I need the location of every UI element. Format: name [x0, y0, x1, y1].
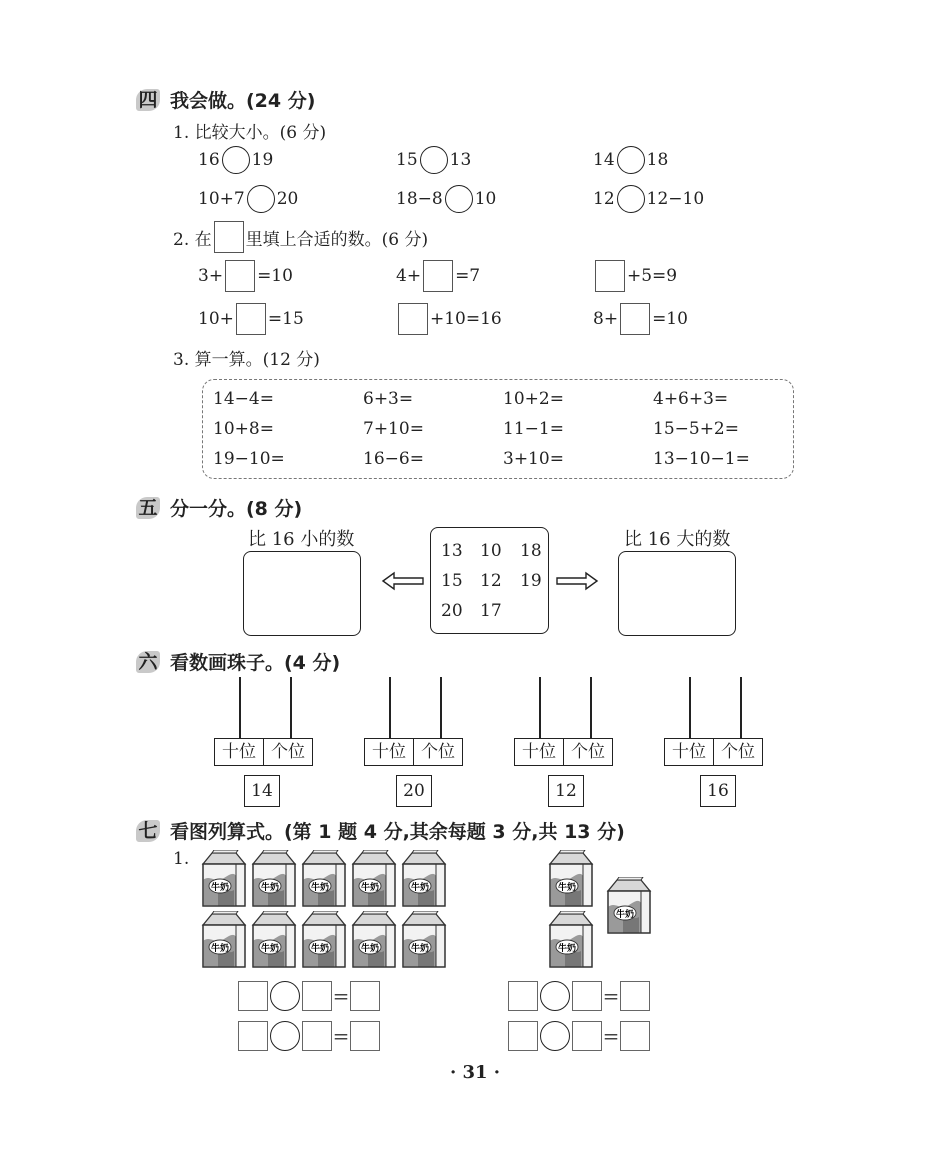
calc-expression: 4+6+3= [653, 389, 729, 409]
answer-box[interactable] [595, 260, 625, 292]
milk-carton-icon [248, 911, 300, 969]
answer-box[interactable] [350, 981, 380, 1011]
pool-number[interactable]: 19 [520, 571, 542, 591]
abacus-rod[interactable] [740, 677, 742, 739]
calc-expression: 15−5+2= [653, 419, 739, 439]
calc-expression: 13−10−1= [653, 449, 750, 469]
pool-number[interactable]: 12 [480, 571, 502, 591]
answer-box[interactable] [302, 981, 332, 1011]
milk-carton-icon [248, 850, 300, 908]
compare-circle[interactable] [617, 146, 645, 174]
milk-carton-icon [198, 850, 250, 908]
svg-text:牛奶: 牛奶 [557, 883, 577, 893]
answer-box[interactable] [236, 303, 266, 335]
milk-carton-icon [298, 850, 350, 908]
compare-item: 18−8 10 [396, 182, 496, 216]
svg-text:牛奶: 牛奶 [360, 883, 380, 893]
calc-expression: 10+2= [503, 389, 564, 409]
compare-circle[interactable] [420, 146, 448, 174]
abacus-rod[interactable] [389, 677, 391, 739]
svg-text:牛奶: 牛奶 [360, 944, 380, 954]
greater-than-box[interactable] [618, 551, 736, 636]
operator-circle[interactable] [540, 1021, 570, 1051]
equation-row: = [238, 981, 380, 1011]
operator-circle[interactable] [270, 981, 300, 1011]
greater-than-label: 比 16 大的数 [624, 529, 731, 550]
less-than-label: 比 16 小的数 [248, 529, 355, 550]
fill-item: 8+ =10 [593, 302, 688, 336]
answer-box[interactable] [238, 1021, 268, 1051]
equation-row: = [238, 1021, 380, 1051]
answer-box[interactable] [572, 981, 602, 1011]
arrow-left-icon [381, 570, 425, 592]
fill-item: 4+ =7 [396, 259, 480, 293]
calc-expression: 19−10= [213, 449, 285, 469]
answer-box[interactable] [620, 1021, 650, 1051]
answer-box[interactable] [620, 303, 650, 335]
abacus-rod[interactable] [590, 677, 592, 739]
compare-item: 12 12−10 [593, 182, 704, 216]
compare-circle[interactable] [247, 185, 275, 213]
milk-carton-icon [198, 911, 250, 969]
calc-expression: 7+10= [363, 419, 424, 439]
svg-text:牛奶: 牛奶 [410, 944, 430, 954]
compare-item: 16 19 [198, 143, 273, 177]
arrow-right-icon [555, 570, 599, 592]
place-value-labels: 十位 个位 [214, 738, 313, 766]
place-value-labels: 十位 个位 [364, 738, 463, 766]
abacus-rod[interactable] [689, 677, 691, 739]
abacus-number: 12 [548, 775, 584, 807]
section-7-badge: 七 [136, 820, 160, 842]
section-5-title [136, 494, 302, 521]
milk-carton-icon [545, 850, 597, 908]
section-6-heading: 看数画珠子。(4 分) [170, 652, 341, 674]
q2-label: 2. 在 里填上合适的数。(6 分) [173, 220, 428, 254]
calc-expression: 10+8= [213, 419, 274, 439]
milk-carton-icon [603, 877, 655, 935]
answer-box[interactable] [508, 1021, 538, 1051]
compare-item: 15 13 [396, 143, 471, 177]
compare-circle[interactable] [222, 146, 250, 174]
abacus-number: 20 [396, 775, 432, 807]
svg-text:牛奶: 牛奶 [310, 883, 330, 893]
answer-box[interactable] [398, 303, 428, 335]
answer-box[interactable] [620, 981, 650, 1011]
svg-text:牛奶: 牛奶 [410, 883, 430, 893]
milk-carton-icon [398, 850, 450, 908]
calc-expression: 11−1= [503, 419, 564, 439]
fill-item: 10+ =15 [198, 302, 304, 336]
answer-box[interactable] [572, 1021, 602, 1051]
calc-expression: 16−6= [363, 449, 424, 469]
section-4-title [136, 86, 315, 113]
number-pool-box [430, 527, 549, 634]
answer-box[interactable] [238, 981, 268, 1011]
fill-item: +5=9 [593, 259, 677, 293]
fill-item: +10=16 [396, 302, 502, 336]
page-number: · 31 · [449, 1062, 501, 1083]
milk-carton-icon [398, 911, 450, 969]
fill-item: 3+ =10 [198, 259, 293, 293]
compare-item: 14 18 [593, 143, 668, 177]
calc-expression: 6+3= [363, 389, 414, 409]
section-6-title [136, 648, 340, 675]
abacus-number: 16 [700, 775, 736, 807]
answer-box[interactable] [350, 1021, 380, 1051]
equation-row: = [508, 1021, 650, 1051]
pool-number[interactable]: 13 [441, 541, 463, 561]
section-7-title [136, 817, 625, 844]
q3-label: 3. 算一算。(12 分) [173, 350, 320, 370]
s7-q1-label: 1. [173, 849, 190, 869]
milk-carton-icon [348, 850, 400, 908]
abacus-rod[interactable] [239, 677, 241, 739]
svg-text:牛奶: 牛奶 [210, 944, 230, 954]
abacus-number: 14 [244, 775, 280, 807]
q1-label: 1. 比较大小。(6 分) [173, 123, 327, 143]
pool-number[interactable]: 18 [520, 541, 542, 561]
example-box [214, 221, 244, 253]
svg-text:牛奶: 牛奶 [260, 944, 280, 954]
svg-text:牛奶: 牛奶 [615, 910, 635, 920]
pool-number[interactable]: 10 [480, 541, 502, 561]
milk-carton-icon [348, 911, 400, 969]
svg-text:牛奶: 牛奶 [557, 944, 577, 954]
svg-text:牛奶: 牛奶 [260, 883, 280, 893]
section-6-badge: 六 [136, 651, 160, 673]
pool-number[interactable]: 17 [480, 601, 502, 621]
calc-panel [202, 379, 794, 479]
abacus-rod[interactable] [440, 677, 442, 739]
equation-row: = [508, 981, 650, 1011]
pool-number[interactable]: 20 [441, 601, 463, 621]
place-value-labels: 十位 个位 [514, 738, 613, 766]
section-4-heading: 我会做。(24 分) [170, 90, 316, 112]
section-4-badge: 四 [136, 89, 160, 111]
section-5-badge: 五 [136, 497, 160, 519]
milk-carton-icon [298, 911, 350, 969]
operator-circle[interactable] [540, 981, 570, 1011]
calc-expression: 14−4= [213, 389, 274, 409]
section-5-heading: 分一分。(8 分) [170, 498, 303, 520]
milk-carton-icon [545, 911, 597, 969]
place-value-labels: 十位 个位 [664, 738, 763, 766]
answer-box[interactable] [225, 260, 255, 292]
answer-box[interactable] [423, 260, 453, 292]
answer-box[interactable] [302, 1021, 332, 1051]
pool-number[interactable]: 15 [441, 571, 463, 591]
compare-circle[interactable] [617, 185, 645, 213]
section-7-heading: 看图列算式。(第 1 题 4 分,其余每题 3 分,共 13 分) [170, 821, 625, 843]
compare-item: 10+7 20 [198, 182, 298, 216]
svg-text:牛奶: 牛奶 [310, 944, 330, 954]
svg-text:牛奶: 牛奶 [210, 883, 230, 893]
abacus-rod[interactable] [290, 677, 292, 739]
operator-circle[interactable] [270, 1021, 300, 1051]
compare-circle[interactable] [445, 185, 473, 213]
answer-box[interactable] [508, 981, 538, 1011]
less-than-box[interactable] [243, 551, 361, 636]
calc-expression: 3+10= [503, 449, 564, 469]
abacus-rod[interactable] [539, 677, 541, 739]
